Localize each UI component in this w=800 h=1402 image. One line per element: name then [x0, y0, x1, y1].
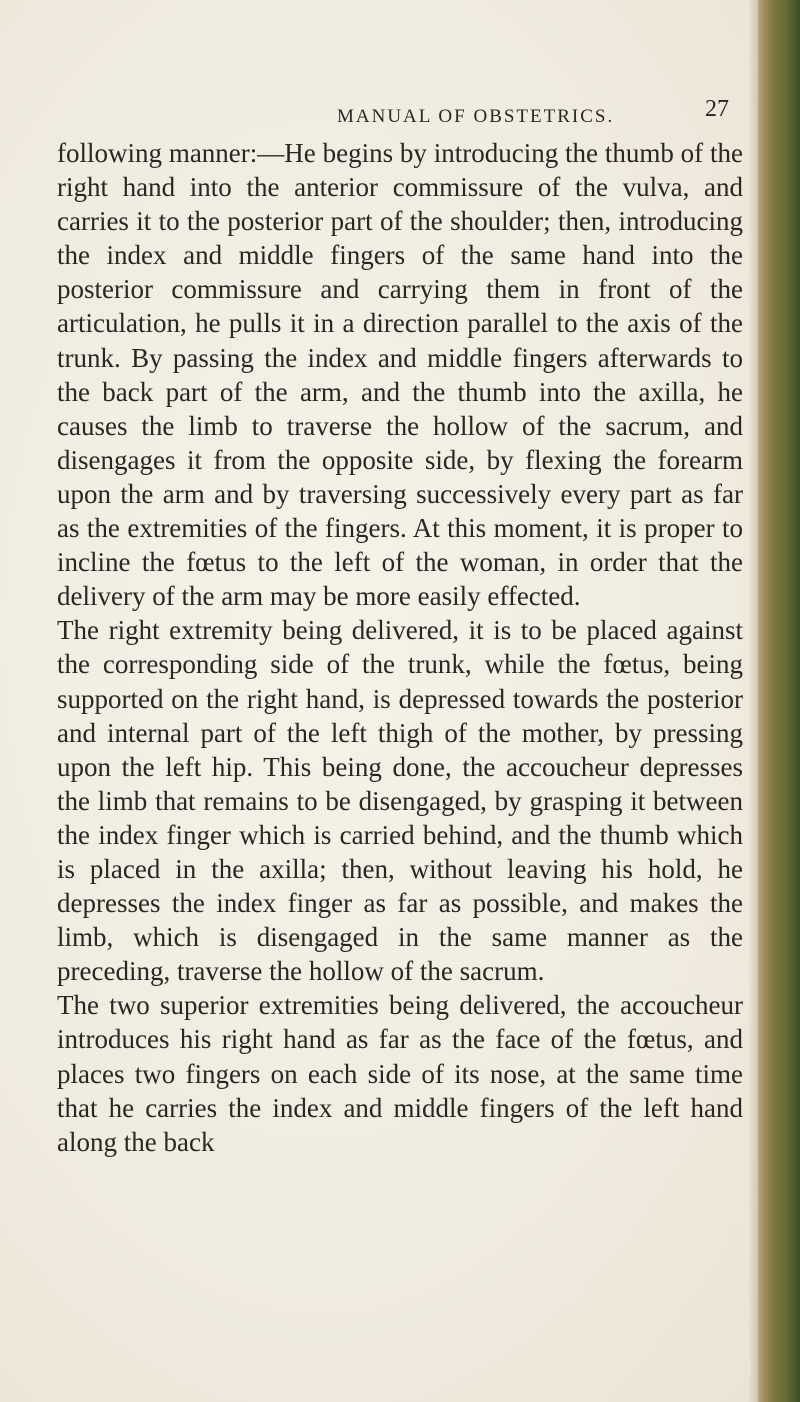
- paragraph-2: The right extremity being delivered, it is to be placed against the corresponding side of the trunk, while the fœtus, being supported on the right hand, is depressed towards the posterior and internal part of the left thigh of the mother, by pressing upon the left hip. This being done, the accoucheur depresses the limb that remains to be disengaged, by grasping it between the index finger which is carried behind, and the thumb which is placed in the axilla; then, without leaving his hold, he depresses the index finger as far as possible, and makes the limb, which is disengaged in the same manner as the preceding, traverse the hollow of the sacrum.: [57, 615, 743, 987]
- page-header: [0, 96, 800, 136]
- running-title: MANUAL OF OBSTETRICS.: [337, 106, 615, 127]
- paragraph-3: The two superior extremities being delivered, the accoucheur introduces his right hand as far as the face of the fœtus, and places two fingers on each side of its nose, at the same time that he carries the index and middle fingers of the left hand along the back: [57, 990, 743, 1157]
- paragraph-1: following manner:—He begins by introducing the thumb of the right hand into the anterior commissure of the vulva, and carries it to the posterior part of the shoulder; then, introducing the index and middle fingers of the same hand into the posterior commissure and carrying them in front of the articulation, he pulls it in a direction parallel to the axis of the trunk. By passing the index and middle fingers afterwards to the back part of the arm, and the thumb into the axilla, he causes the limb to traverse the hollow of the sacrum, and disengages it from the opposite side, by flexing the forearm upon the arm and by traversing successively every part as far as the extremities of the fingers. At this moment, it is proper to incline the fœtus to the left of the woman, in order that the delivery of the arm may be more easily effected.: [57, 138, 743, 612]
- page-number: 27: [705, 96, 729, 122]
- page-edge: [758, 0, 800, 1402]
- body-text: [57, 136, 743, 1159]
